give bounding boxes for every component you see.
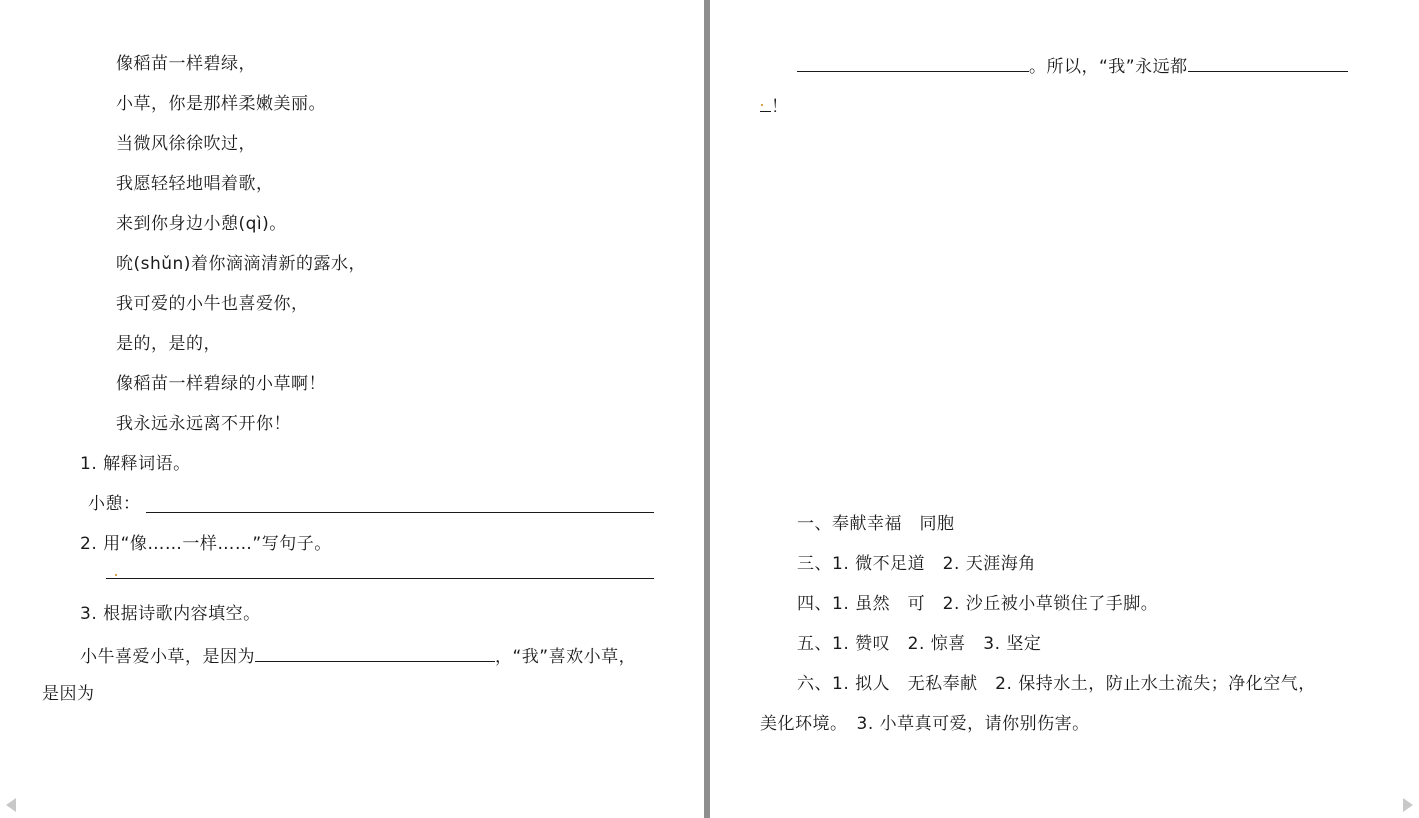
fill-in-text: 小牛喜爱小草，是因为 <box>80 647 255 667</box>
answer-line <box>146 512 654 513</box>
poem-line: 我永远永远离不开你！ <box>116 414 291 434</box>
poem-line: 是的，是的， <box>116 334 221 354</box>
poem-line: 来到你身边小憩(qì)。 <box>116 214 287 234</box>
fill-in-blank <box>1188 53 1348 72</box>
fill-in-text: 是因为 <box>42 684 95 704</box>
fill-in-blank <box>760 93 771 112</box>
previous-page-arrow-icon[interactable] <box>6 798 16 812</box>
text-marker <box>115 574 117 576</box>
fill-in-text: ，“我”喜欢小草， <box>495 647 637 667</box>
poem-line: 像稻苗一样碧绿， <box>116 54 256 74</box>
fill-in-line <box>80 643 636 668</box>
answer-line: 四、1. 虽然 可 2. 沙丘被小草锁住了手脚。 <box>797 594 1159 614</box>
continuation-line-2 <box>760 93 789 118</box>
question-1-word-label: 小憩： <box>88 494 141 514</box>
answer-line: 三、1. 微不足道 2. 天涯海角 <box>797 554 1036 574</box>
answer-line: 美化环境。 3. 小草真可爱，请你别伤害。 <box>760 714 1090 734</box>
continuation-text: 。所以，“我”永远都 <box>1029 57 1188 77</box>
poem-line: 当微风徐徐吹过， <box>116 134 256 154</box>
fill-in-blank <box>797 53 1029 72</box>
answer-line: 六、1. 拟人 无私奉献 2. 保持水土，防止水土流失；净化空气， <box>797 674 1316 694</box>
continuation-text: ！ <box>771 97 789 117</box>
text-marker <box>761 104 763 106</box>
question-3-title: 3. 根据诗歌内容填空。 <box>80 604 261 624</box>
right-page <box>710 0 1419 818</box>
question-2-title: 2. 用“像……一样……”写句子。 <box>80 534 332 554</box>
fill-in-blank <box>255 643 495 662</box>
continuation-line <box>797 53 1348 78</box>
answer-line <box>106 578 654 579</box>
next-page-arrow-icon[interactable] <box>1403 798 1413 812</box>
poem-line: 吮(shǔn)着你滴滴清新的露水， <box>116 254 366 274</box>
left-page <box>0 0 704 818</box>
poem-line: 像稻苗一样碧绿的小草啊！ <box>116 374 326 394</box>
poem-line: 我愿轻轻地唱着歌， <box>116 174 274 194</box>
poem-line: 小草，你是那样柔嫩美丽。 <box>116 94 326 114</box>
answer-line: 五、1. 赞叹 2. 惊喜 3. 坚定 <box>797 634 1042 654</box>
question-1-title: 1. 解释词语。 <box>80 454 191 474</box>
answer-line: 一、奉献幸福 同胞 <box>797 514 955 534</box>
poem-line: 我可爱的小牛也喜爱你， <box>116 294 309 314</box>
